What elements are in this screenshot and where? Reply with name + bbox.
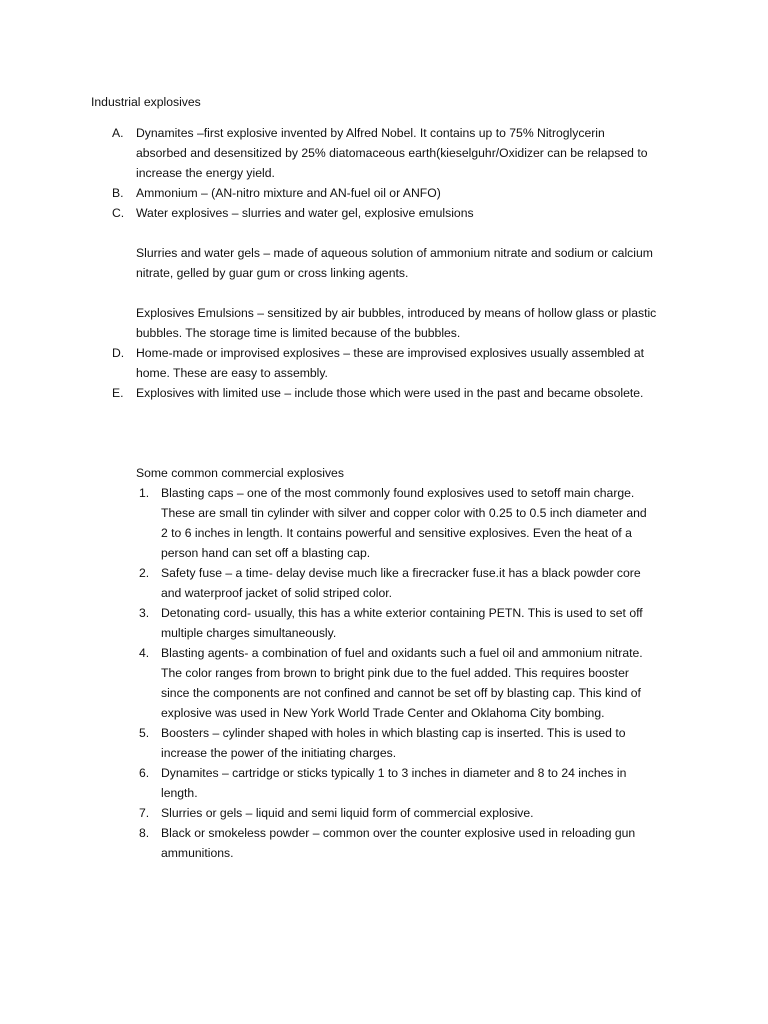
- list-marker: C.: [112, 206, 125, 220]
- list-item-text-line: Blasting agents- a combination of fuel and oxidants such a fuel oil and ammonium nitrate.: [161, 646, 643, 660]
- list-item-b: [90, 183, 690, 203]
- paragraph-line: nitrate, gelled by guar gum or cross linking agents.: [136, 266, 409, 280]
- list-item-text-line: Water explosives – slurries and water gel, explosive emulsions: [136, 206, 474, 220]
- numbered-item-2: [90, 563, 690, 603]
- list-item-text-line: Home-made or improvised explosives – these are improvised explosives usually assembled at: [136, 346, 645, 360]
- list-item-text-line: Ammonium – (AN-nitro mixture and AN-fuel oil or ANFO): [136, 186, 441, 200]
- list-marker: 3.: [139, 606, 150, 620]
- paragraph-line: Explosives Emulsions – sensitized by air bubbles, introduced by means of hollow glass or plastic: [136, 306, 657, 320]
- list-marker: 8.: [139, 826, 150, 840]
- list-item-text-line: Dynamites – cartridge or sticks typically 1 to 3 inches in diameter and 8 to 24 inches in: [161, 766, 627, 780]
- numbered-item-5: [90, 723, 690, 763]
- list-item-text-line: Explosives with limited use – include those which were used in the past and became obsolete.: [136, 386, 644, 400]
- list-marker: A.: [112, 126, 124, 140]
- list-item-e: [90, 383, 690, 403]
- spacer: [90, 223, 690, 243]
- list-item-text-line: Blasting caps – one of the most commonly found explosives used to setoff main charge.: [161, 486, 635, 500]
- list-item-text-line: Slurries or gels – liquid and semi liquid form of commercial explosive.: [161, 806, 534, 820]
- list-marker: 2.: [139, 566, 150, 580]
- list-item-text-line: The color ranges from brown to bright pink due to the fuel added. This requires booster: [161, 666, 629, 680]
- list-marker: 1.: [139, 486, 150, 500]
- commercial-explosives-section: [90, 463, 690, 863]
- list-item-text-line: absorbed and desensitized by 25% diatomaceous earth(kieselguhr/Oxidizer can be relapsed to: [136, 146, 648, 160]
- numbered-item-8: [90, 823, 690, 863]
- paragraph-line: Slurries and water gels – made of aqueous solution of ammonium nitrate and sodium or calcium: [136, 246, 653, 260]
- list-marker: 7.: [139, 806, 150, 820]
- slurries-paragraph: [90, 243, 690, 283]
- list-item-text-line: 2 to 6 inches in length. It contains powerful and sensitive explosives. Even the heat of a: [161, 526, 632, 540]
- list-item-a: [90, 123, 690, 183]
- spacer: [90, 283, 690, 303]
- list-item-text-line: since the components are not confined and cannot be set off by blasting cap. This kind of: [161, 686, 641, 700]
- list-item-text-line: length.: [161, 786, 198, 800]
- list-item-text-line: ammunitions.: [161, 846, 234, 860]
- list-marker: E.: [112, 386, 124, 400]
- list-item-text-line: person hand can set off a blasting cap.: [161, 546, 371, 560]
- list-item-text-line: explosive was used in New York World Trade Center and Oklahoma City bombing.: [161, 706, 605, 720]
- list-item-d: [90, 343, 690, 383]
- list-marker: 5.: [139, 726, 150, 740]
- list-item-text-line: and waterproof jacket of solid striped color.: [161, 586, 393, 600]
- numbered-item-1: [90, 483, 690, 563]
- list-marker: D.: [112, 346, 125, 360]
- list-item-text-line: increase the energy yield.: [136, 166, 275, 180]
- list-marker: 6.: [139, 766, 150, 780]
- numbered-item-3: [90, 603, 690, 643]
- list-item-text-line: multiple charges simultaneously.: [161, 626, 337, 640]
- numbered-item-7: [90, 803, 690, 823]
- list-item-text-line: Detonating cord- usually, this has a white exterior containing PETN. This is used to set off: [161, 606, 643, 620]
- list-item-text-line: home. These are easy to assembly.: [136, 366, 328, 380]
- list-item-text-line: Dynamites –first explosive invented by Alfred Nobel. It contains up to 75% Nitroglycerin: [136, 126, 605, 140]
- numbered-item-4: [90, 643, 690, 723]
- list-item-c: [90, 203, 690, 223]
- emulsions-paragraph: [90, 303, 690, 343]
- list-item-text-line: increase the power of the initiating charges.: [161, 746, 397, 760]
- numbered-item-6: [90, 763, 690, 803]
- list-item-text-line: Black or smokeless powder – common over the counter explosive used in reloading gun: [161, 826, 636, 840]
- paragraph-line: bubbles. The storage time is limited because of the bubbles.: [136, 326, 461, 340]
- list-item-text-line: These are small tin cylinder with silver and copper color with 0.25 to 0.5 inch diameter and: [161, 506, 647, 520]
- section-heading: Some common commercial explosives: [136, 466, 344, 480]
- list-marker: B.: [112, 186, 124, 200]
- explosive-types-list: [90, 123, 690, 403]
- list-item-text-line: Safety fuse – a time- delay devise much like a firecracker fuse.it has a black powder core: [161, 566, 641, 580]
- list-marker: 4.: [139, 646, 150, 660]
- list-item-text-line: Boosters – cylinder shaped with holes in which blasting cap is inserted. This is used to: [161, 726, 626, 740]
- document-title: Industrial explosives: [91, 95, 201, 109]
